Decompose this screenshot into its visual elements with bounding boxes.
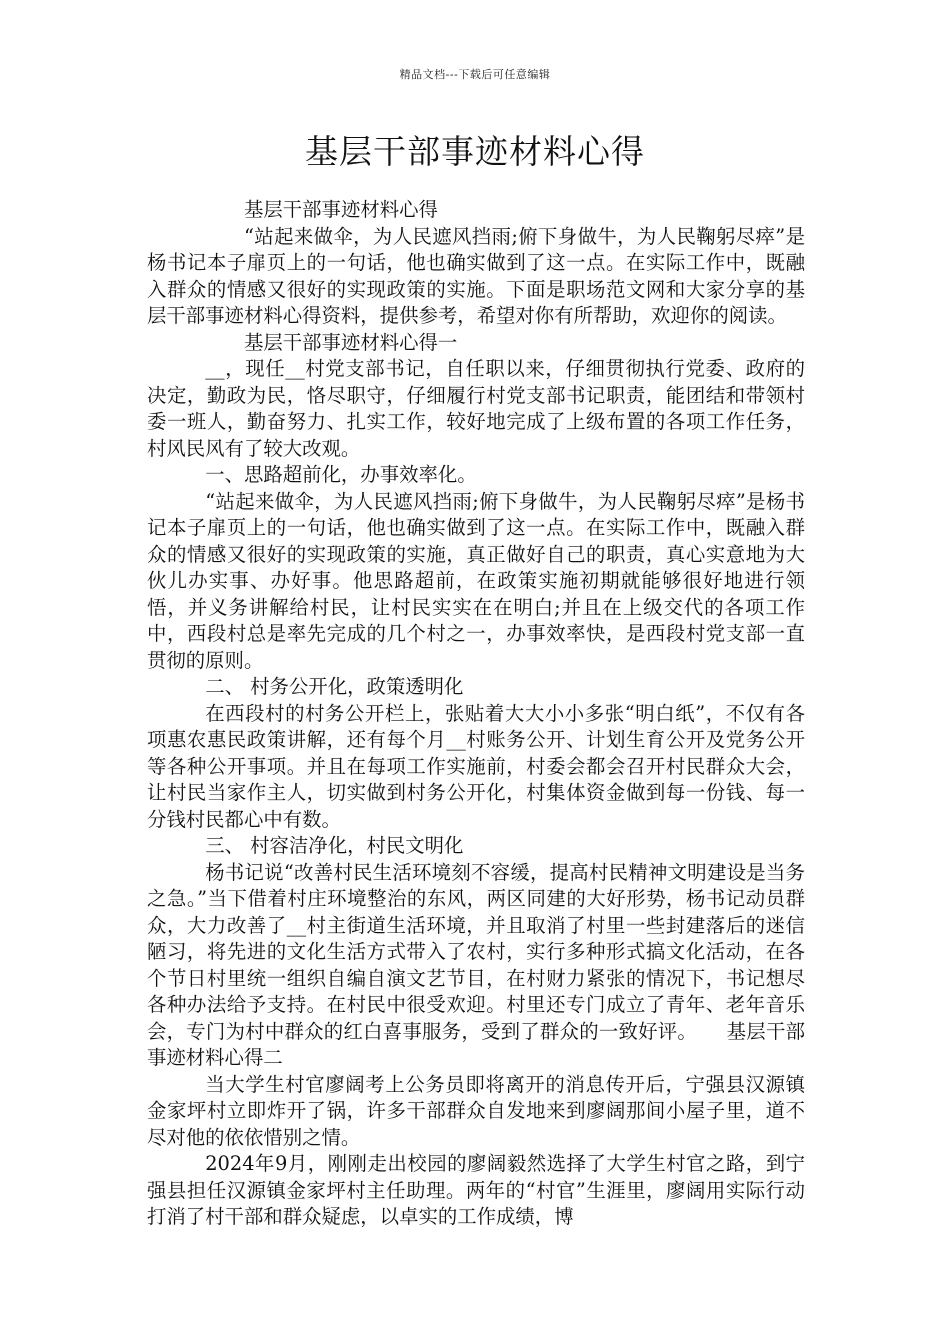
body-paragraph: 在西段村的村务公开栏上，张贴着大大小小多张“明白纸”，不仅有各项惠农惠民政策讲解，还有每个月__村账务公开、计划生育公开及党务公开等各种公开事项。并且在每项工作实施前，村委会都会召开村民群众大会，让村民当家作主人，切实做到村务公开化，村集体资金做到每一份钱、每一分钱村民都心中有数。 — [147, 701, 805, 831]
body-paragraph: __，现任__村党支部书记，自任职以来，仔细贯彻执行党委、政府的决定，勤政为民，恪尽职守，仔细履行村党支部书记职责，能团结和带领村委一班人，勤奋努力、扎实工作，较好地完成了上级布置的各项工作任务，村风民风有了较大改观。 — [147, 357, 805, 460]
body-paragraph: 杨书记说“改善村民生活环境刻不容缓，提高村民精神文明建设是当务之急。”当下借着村庄环境整治的东风，两区同建的大好形势，杨书记动员群众，大力改善了__村主街道生活环境，并且取消了村里一些封建落后的迷信陋习，将先进的文化生活方式带入了农村，实行多种形式搞文化活动，在各个节日村里统一组织自编自演文艺节目，在村财力紧张的情况下，书记想尽各种办法给予支持。在村民中很受欢迎。村里还专门成立了青年、老年音乐会，专门为村中群众的红白喜事服务，受到了群众的一致好评。 基层干部事迹材料心得二 — [147, 860, 805, 1069]
section-subheading: 二、 村务公开化，政策透明化 — [205, 675, 464, 698]
section-subheading: 三、 村容洁净化，村民文明化 — [205, 834, 464, 857]
body-paragraph: 当大学生村官廖阔考上公务员即将离开的消息传开后，宁强县汉源镇金家坪村立即炸开了锅，许多干部群众自发地来到廖阔那间小屋子里，道不尽对他的依依惜别之情。 — [147, 1072, 805, 1149]
section-subheading: 一、思路超前化，办事效率化。 — [205, 463, 477, 486]
document-title: 基层干部事迹材料心得 — [305, 132, 645, 171]
subtitle-paragraph: 基层干部事迹材料心得 — [244, 198, 438, 221]
section-heading-1: 基层干部事迹材料心得一 — [244, 330, 458, 354]
body-paragraph: 2024年9月，刚刚走出校园的廖阔毅然选择了大学生村官之路，到宁强县担任汉源镇金家坪村主任助理。两年的“村官”生涯里，廖阔用实际行动打消了村干部和群众疑虑，以卓实的工作成绩，博 — [147, 1152, 805, 1228]
header-note: 精品文档---下载后可任意编辑 — [399, 68, 551, 81]
body-paragraph: “站起来做伞，为人民遮风挡雨;俯下身做牛，为人民鞠躬尽瘁”是杨书记本子扉页上的一句话，他也确实做到了这一点。在实际工作中，既融入群众的情感又很好的实现政策的实施，真正做好自己的职责，真心实意地为大伙儿办实事、办好事。他思路超前，在政策实施初期就能够很好地进行领悟，并义务讲解给村民，让村民实实在在明白;并且在上级交代的各项工作中，西段村总是率先完成的几个村之一，办事效率快，是西段村党支部一直贯彻的原则。 — [147, 489, 805, 672]
intro-paragraph: “站起来做伞，为人民遮风挡雨;俯下身做牛，为人民鞠躬尽瘁”是杨书记本子扉页上的一句话，他也确实做到了这一点。在实际工作中，既融入群众的情感又很好的实现政策的实施。下面是职场范文网和大家分享的基层干部事迹材料心得资料，提供参考，希望对你有所帮助，欢迎你的阅读。 — [147, 224, 805, 327]
document-body — [147, 197, 805, 1231]
